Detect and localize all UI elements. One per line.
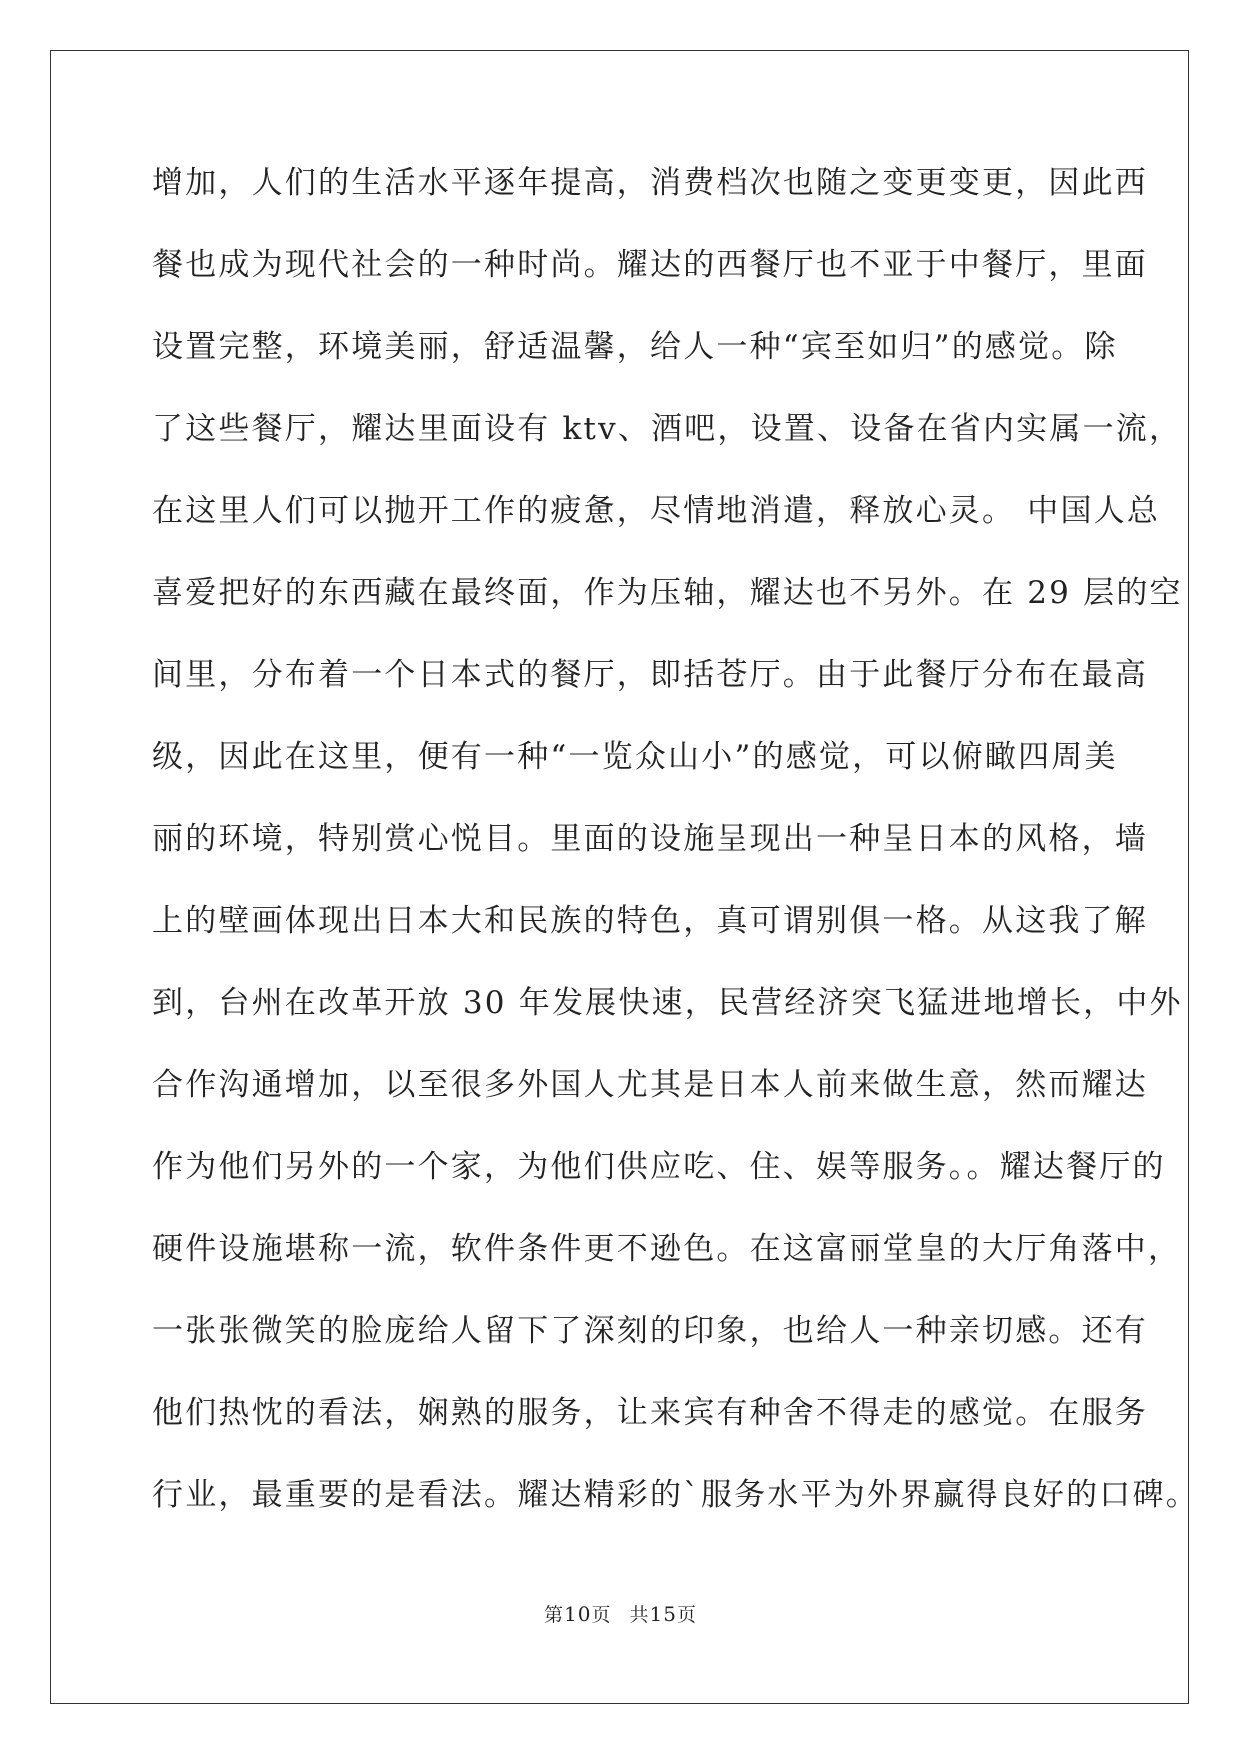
text-line: 一张张微笑的脸庞给人留下了深刻的印象，也给人一种亲切感。还有 bbox=[152, 1313, 1148, 1349]
text-line: 丽的环境，特别赏心悦目。里面的设施呈现出一种呈日本的风格，墙 bbox=[152, 821, 1148, 857]
text-line: 到，台州在改革开放 30 年发展快速，民营经济突飞猛进地增长，中外 bbox=[152, 985, 1183, 1021]
page-suffix: 页 bbox=[591, 1604, 612, 1626]
text-line: 他们热忱的看法，娴熟的服务，让来宾有种舍不得走的感觉。在服务 bbox=[152, 1395, 1148, 1431]
text-line: 上的壁画体现出日本大和民族的特色，真可谓别俱一格。从这我了解 bbox=[152, 903, 1148, 939]
text-line: 行业，最重要的是看法。耀达精彩的`服务水平为外界赢得良好的口碑。 bbox=[152, 1477, 1199, 1513]
text-line: 喜爱把好的东西藏在最终面，作为压轴，耀达也不另外。在 29 层的空 bbox=[152, 575, 1183, 611]
text-line: 增加，人们的生活水平逐年提高，消费档次也随之变更变更，因此西 bbox=[152, 165, 1148, 201]
text-line: 在这里人们可以抛开工作的疲惫，尽情地消遣，释放心灵。 中国人总 bbox=[152, 493, 1161, 529]
total-prefix: 共 bbox=[629, 1604, 650, 1626]
body-text bbox=[152, 160, 1199, 1554]
page-number-total: 15 bbox=[649, 1602, 677, 1626]
text-line: 间里，分布着一个日本式的餐厅，即括苍厅。由于此餐厅分布在最高 bbox=[152, 657, 1148, 693]
text-line: 合作沟通增加，以至很多外国人尤其是日本人前来做生意，然而耀达 bbox=[152, 1067, 1148, 1103]
page-prefix: 第 bbox=[544, 1604, 565, 1626]
text-line: 了这些餐厅，耀达里面设有 ktv、酒吧，设置、设备在省内实属一流， bbox=[152, 411, 1183, 447]
text-line: 餐也成为现代社会的一种时尚。耀达的西餐厅也不亚于中餐厅，里面 bbox=[152, 247, 1148, 283]
text-line: 设置完整，环境美丽，舒适温馨，给人一种“宾至如归”的感觉。除 bbox=[152, 329, 1118, 365]
page-footer bbox=[0, 1600, 1241, 1627]
total-suffix: 页 bbox=[676, 1604, 697, 1626]
text-line: 作为他们另外的一个家，为他们供应吃、住、娱等服务。。耀达餐厅的 bbox=[152, 1149, 1166, 1185]
page-number-current: 10 bbox=[564, 1602, 592, 1626]
text-line: 硬件设施堪称一流，软件条件更不逊色。在这富丽堂皇的大厅角落中， bbox=[152, 1231, 1182, 1267]
text-line: 级，因此在这里，便有一种“一览众山小”的感觉，可以俯瞰四周美 bbox=[152, 739, 1118, 775]
